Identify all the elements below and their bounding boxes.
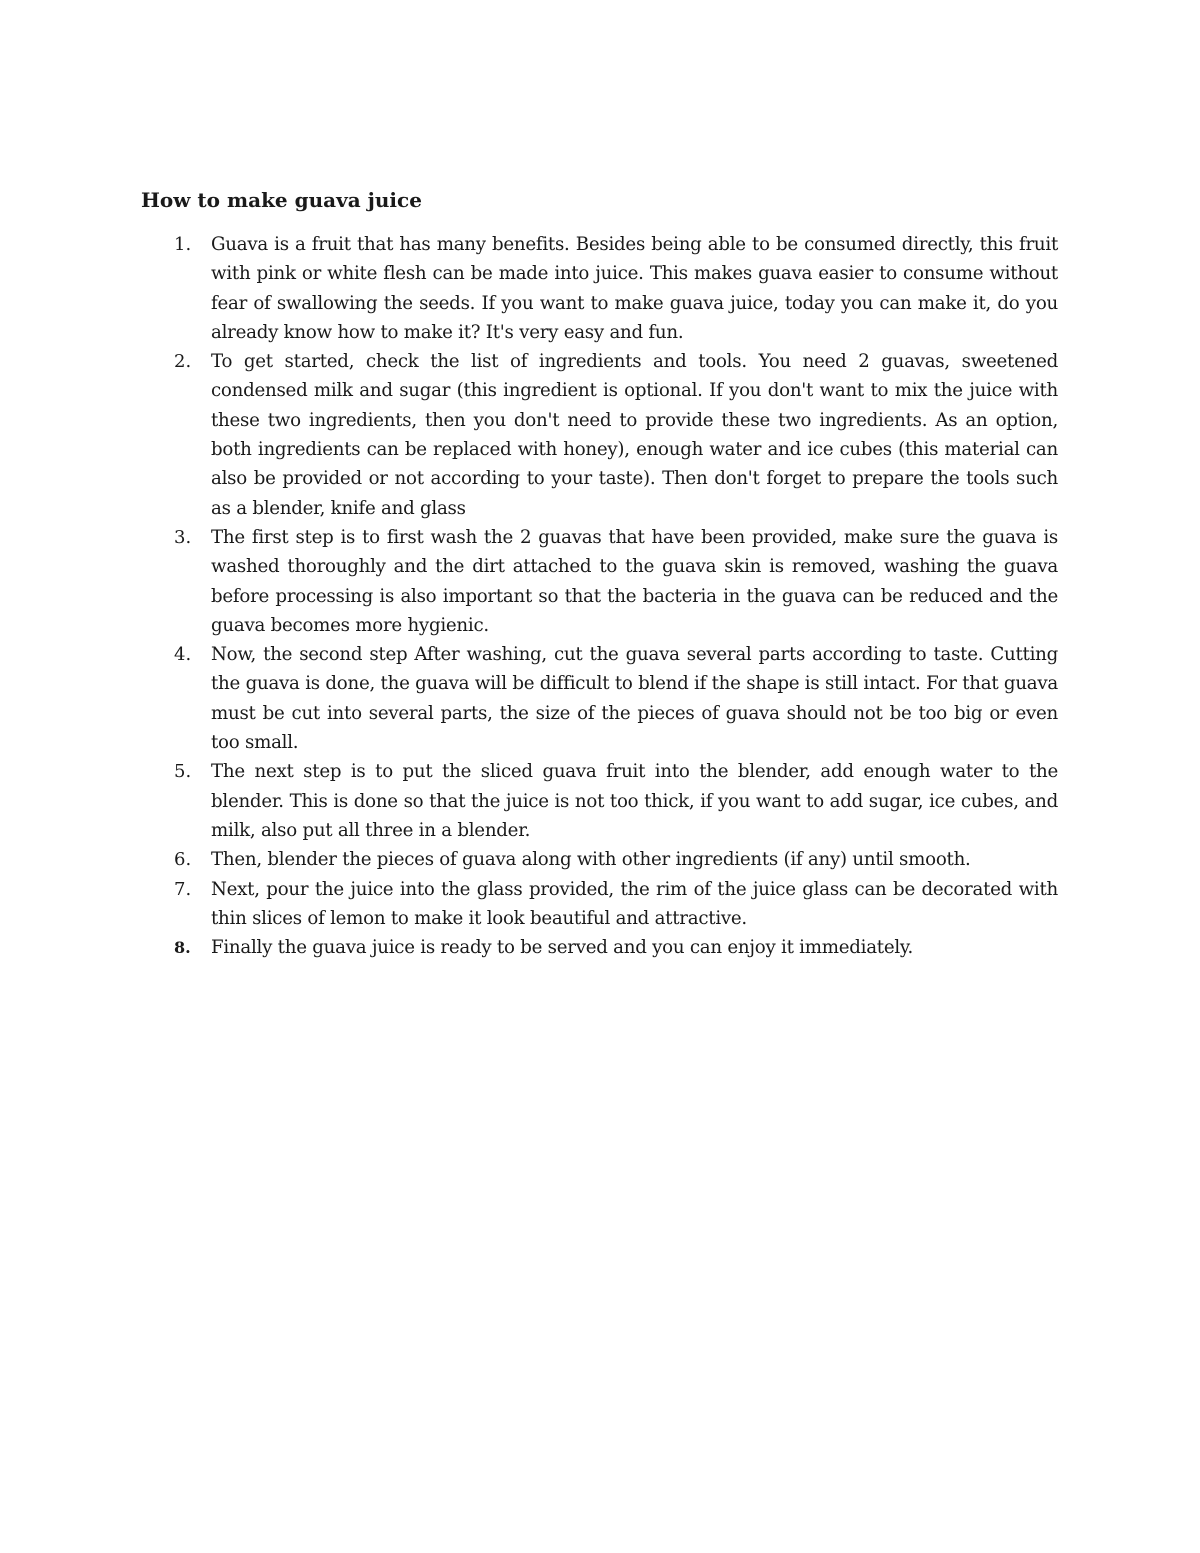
list-item [0,875,1200,934]
step-number: 5. [174,761,192,783]
step-text: The first step is to first wash the 2 guavas that have been provided, make sure the guava is washed thoroughly and the dirt attached to the guava skin is removed, washing the guava before processing is also important so that the bacteria in the guava can be reduced and the guava becomes more hygienic. [211,526,1058,636]
list-item [0,933,1200,962]
document-title: How to make guava juice [141,188,422,212]
list-item [0,230,1200,347]
step-text: Next, pour the juice into the glass provided, the rim of the juice glass can be decorated with thin slices of lemon to make it look beautiful and attractive. [211,878,1058,929]
step-number: 7. [174,878,192,900]
step-number: 2. [174,351,192,373]
step-text: Guava is a fruit that has many benefits. Besides being able to be consumed directly, this fruit with pink or white flesh can be made into juice. This makes guava easier to consume without fear of swallowing the seeds. If you want to make guava juice, today you can make it, do you already know how to make it? It's very easy and fun. [211,234,1058,343]
step-text: Then, blender the pieces of guava along with other ingredients (if any) until smooth. [211,849,971,871]
step-number: 4. [174,644,192,666]
list-item [0,640,1200,757]
list-item [0,523,1200,640]
step-number: 3. [174,526,192,548]
step-number: 6. [174,849,192,871]
list-item [0,845,1200,874]
step-number: 1. [174,234,192,255]
list-item [0,347,1200,523]
list-item [0,757,1200,845]
step-text: Now, the second step After washing, cut the guava several parts according to taste. Cutting the guava is done, the guava will be difficult to blend if the shape is still intact. For that guava must be cut into several parts, the size of the pieces of guava should not be too big or even too small. [211,644,1058,754]
step-text: Finally the guava juice is ready to be served and you can enjoy it immediately. [211,937,914,959]
steps-list [0,230,1200,962]
step-text: To get started, check the list of ingredients and tools. You need 2 guavas, sweetened condensed milk and sugar (this ingredient is optional. If you don't want to mix the juice with these two ingredients, then you don't need to provide these two ingredients. As an option, both ingredients can be replaced with honey), enough water and ice cubes (this material can also be provided or not according to your taste). Then don't forget to prepare the tools such as a blender, knife and glass [211,351,1058,519]
step-text: The next step is to put the sliced guava fruit into the blender, add enough water to the blender. This is done so that the juice is not too thick, if you want to add sugar, ice cubes, and milk, also put all three in a blender. [211,761,1058,841]
step-number: 8. [174,938,191,958]
